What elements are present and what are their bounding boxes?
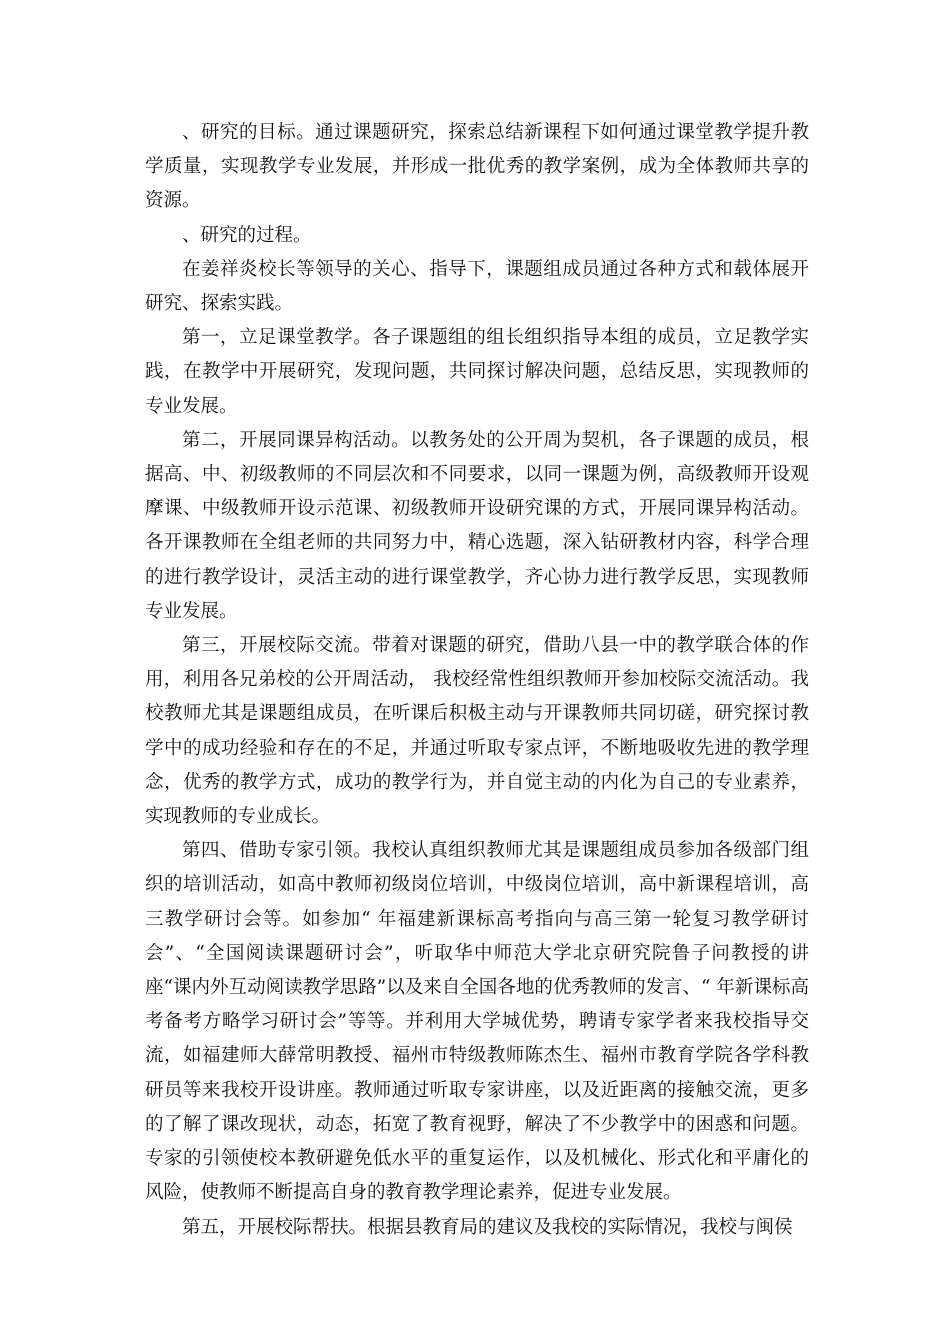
paragraph-first: 第一，立足课堂教学。各子课题组的组长组织指导本组的成员，立足教学实践，在教学中开展研究，发现问题，共同探讨解决问题，总结反思，实现教师的专业发展。	[145, 327, 809, 417]
paragraph-research-process-heading: 、研究的过程。	[182, 224, 312, 246]
paragraph-intro: 在姜祥炎校长等领导的关心、指导下，课题组成员通过各种方式和载体展开研究、探索实践。	[145, 258, 809, 315]
paragraph-third: 第三，开展校际交流。带着对课题的研究，借助八县一中的教学联合体的作用，利用各兄弟校的公开周活动， 我校经常性组织教师开参加校际交流活动。我校教师尤其是课题组成员，在听课后积极主动与开课教师共同切磋，研究探讨教学中的成功经验和存在的不足，并通过听取专家点评，不断地吸收先进的教学理念，优秀的教学方式，成功的教学行为，并自觉主动的内化为自己的专业素养，实现教师的专业成长。	[145, 635, 809, 828]
paragraph-fifth: 第五，开展校际帮扶。根据县教育局的建议及我校的实际情况，我校与闽侯	[182, 1216, 793, 1238]
paragraph-research-goal: 、研究的目标。通过课题研究，探索总结新课程下如何通过课堂教学提升教学质量，实现教学专业发展，并形成一批优秀的教学案例，成为全体教师共享的资源。	[145, 122, 809, 212]
paragraph-second: 第二，开展同课异构活动。以教务处的公开周为契机，各子课题的成员，根据高、中、初级教师的不同层次和不同要求，以同一课题为例，高级教师开设观摩课、中级教师开设示范课、初级教师开设研究课的方式，开展同课异构活动。各开课教师在全组老师的共同努力中，精心选题，深入钻研教材内容，科学合理的进行教学设计，灵活主动的进行课堂教学，齐心协力进行教学反思，实现教师专业发展。	[145, 429, 809, 622]
paragraph-fourth: 第四、借助专家引领。我校认真组织教师尤其是课题组成员参加各级部门组织的培训活动，如高中教师初级岗位培训，中级岗位培训，高中新课程培训，高三教学研讨会等。如参加“ 年福建新课标高考指向与高三第一轮复习教学研讨会”、“全国阅读课题研讨会”，听取华中师范大学北京研究院鲁子问教授的讲座“课内外互动阅读教学思路”以及来自全国各地的优秀教师的发言、“ 年新课标高考备考方略学习研讨会”等等。并利用大学城优势，聘请专家学者来我校指导交流，如福建师大薛常明教授、福州市特级教师陈杰生、福州市教育学院各学科教研员等来我校开设讲座。教师通过听取专家讲座，以及近距离的接触交流，更多的了解了课改现状，动态，拓宽了教育视野，解决了不少教学中的困惑和问题。专家的引领使校本教研避免低水平的重复运作，以及机械化、形式化和平庸化的风险，使教师不断提高自身的教育教学理论素养，促进专业发展。	[145, 840, 809, 1204]
document-body	[145, 116, 809, 1245]
